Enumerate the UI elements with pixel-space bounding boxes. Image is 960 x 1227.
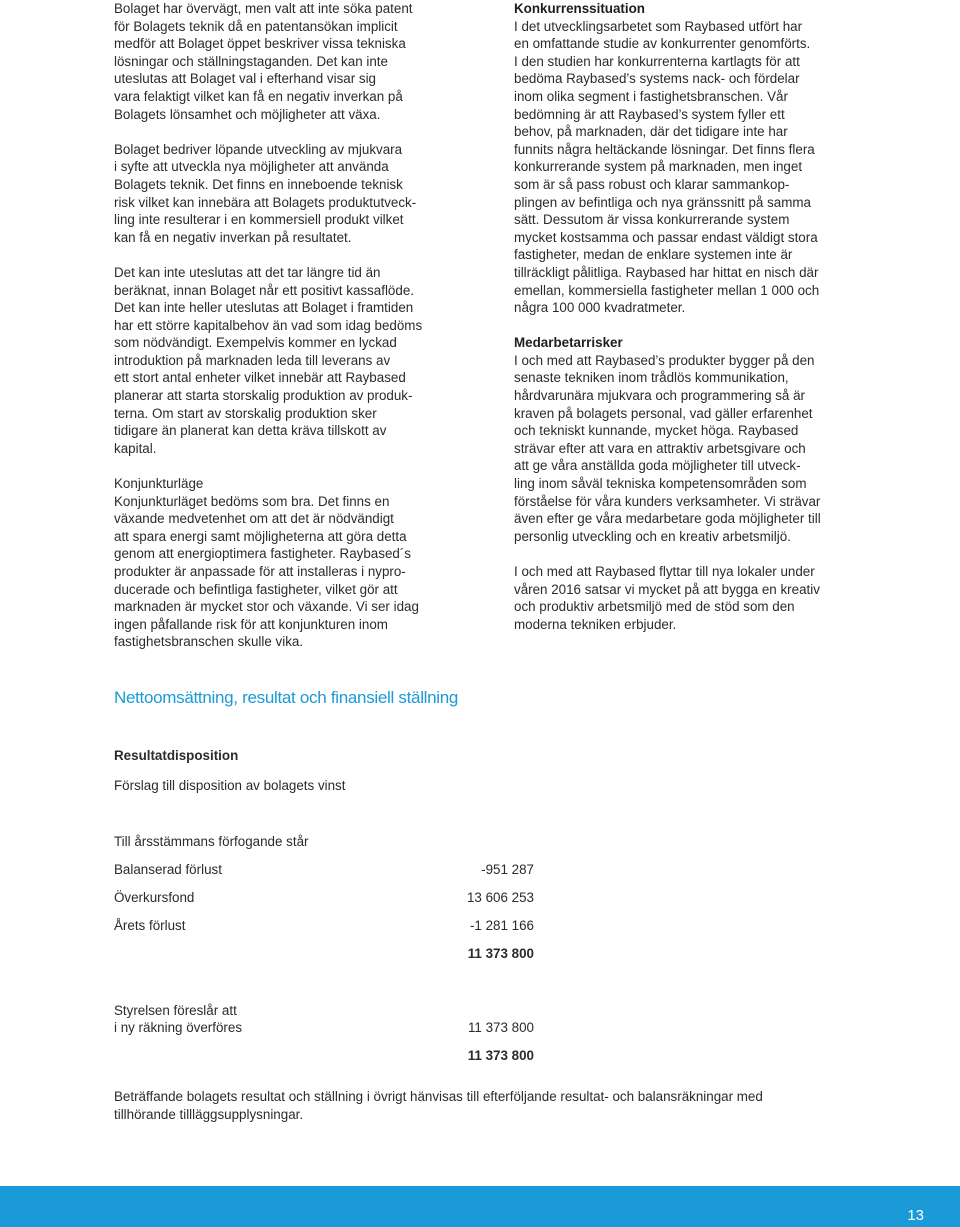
closing-paragraph: Beträffande bolagets resultat och ställning i övrigt hänvisas till efterföljande resultat- och balansräkningar med tillhörande tillläggsupplysningar.: [114, 1089, 763, 1122]
carried-total-row: [114, 1047, 534, 1065]
footer-bar: [0, 1186, 960, 1227]
page-number: 13: [907, 1207, 924, 1224]
konjunktur-heading: Konjunkturläge: [114, 476, 204, 492]
carried-total-value: 11 373 800: [467, 1048, 534, 1063]
row-value: 13 606 253: [466, 890, 534, 905]
proposal-label: Styrelsen föreslår att: [114, 1003, 237, 1018]
software-development-paragraph: Bolaget bedriver löpande utveckling av mjukvara i syfte att utveckla nya möjligheter att använda Bolagets teknik. Det finns en inneboende teknisk risk vilket kan innebära att Bolagets produktutveck- ling inte resulterar i en kommersiell produkt vilket kan få en negativ inverkan på resultatet.: [114, 141, 417, 245]
table-row: [114, 861, 534, 879]
konkurrens-heading: Konkurrenssituation: [514, 1, 645, 16]
lokaler-paragraph: I och med att Raybased flyttar till nya lokaler under våren 2016 satsar vi mycket på att bygga en kreativ och produktiv arbetsmiljö med de stöd som den moderna tekniken erbjuder.: [514, 564, 820, 632]
konkurrens-paragraph: I det utvecklingsarbetet som Raybased utfört har en omfattande studie av konkurrenter genomförts. I den studien har konkurrenterna kartlagts för att bedöma Raybased’s systems nack- och fördelar inom olika segment i fastighetsbranschen. Vår bedömning är att Raybased’s system fyller ett behov, på marknaden, där det tidigare inte har funnits några heltäckande lösningar. Det finns flera konkurrerande system på marknaden, men inget som är så pass robust och klarar sammankop- plingen av befintliga och nya gränssnitt på samma sätt. Dessutom är vissa konkurrerande system mycket kostsamma och passar endast väldigt stora fastigheter, medan de enklare systemen inte är tillräckligt pålitliga. Raybased har hittat en nisch där emellan, kommersiella fastigheter mellan 1 000 och några 100 000 kvadratmeter.: [514, 18, 820, 316]
disposition-subheading: Förslag till disposition av bolagets vinst: [114, 778, 346, 793]
carried-value: 11 373 800: [467, 1020, 534, 1035]
patent-paragraph: Bolaget har övervägt, men valt att inte söka patent för Bolagets teknik då en patentansökan implicit medför att Bolaget öppet beskriver vissa tekniska lösningar och ställningstaganden. Det kan inte uteslutas att Bolaget val i efterhand visar sig vara felaktigt vilket kan få en negativ inverkan på Bolagets lönsamhet och möjligheter att växa.: [114, 1, 413, 122]
row-label: Årets förlust: [114, 918, 186, 933]
left-column: [114, 0, 459, 651]
row-label: Balanserad förlust: [114, 862, 222, 877]
medarbetare-paragraph: I och med att Raybased’s produkter bygger på den senaste tekniken inom trådlös kommunikation, hårdvarunära mjukvara och programmering så är kraven på bolagets personal, vad gäller erfarenhet och tekniskt kunnande, mycket höga. Raybased strävar efter att vara en attraktiv arbetsgivare och att ge våra anställda goda möjligheter till utveck- ling inom såväl tekniska kompetensområden som förståelse för våra kunders verksamheter. Vi strävar även efter ge våra medarbetare goda möjligheter till personlig utveckling och en kreativ arbetsmiljö.: [514, 352, 821, 544]
carried-label: i ny räkning överföres: [114, 1020, 243, 1035]
row-label: Överkursfond: [114, 890, 195, 905]
right-column: [514, 0, 854, 633]
total-value: 11 373 800: [467, 946, 534, 961]
medarbetare-heading: Medarbetarrisker: [514, 335, 623, 351]
row-value: -1 281 166: [469, 918, 534, 933]
row-value: -951 287: [481, 862, 534, 877]
total-row: [114, 945, 534, 963]
available-label: Till årsstämmans förfogande står: [114, 834, 309, 849]
cashflow-paragraph: Det kan inte uteslutas att det tar längre tid än beräknat, innan Bolaget når ett positivt kassaflöde. Det kan inte heller uteslutas att Bolaget i framtiden har ett större kapitalbehov än vad som idag bedöms som nödvändigt. Exempelvis kommer en lyckad introduktion på marknaden leda till leverans av ett stort antal enheter vilket innebär att Raybased planerar att starta storskalig produktion av produk- terna. Om start av storskalig produktion sker tidigare än planerat kan detta kräva tillskott av kapital.: [114, 264, 423, 456]
disposition-heading: Resultatdisposition: [114, 748, 239, 763]
table-row: [114, 889, 534, 907]
table-row: [114, 917, 534, 935]
carried-row: [114, 1019, 534, 1037]
konjunktur-paragraph: Konjunkturläget bedöms som bra. Det finns en växande medvetenhet om att det är nödvändigt att spara energi samt möjligheterna att göra detta genom att energioptimera fastigheter. Raybased´s produkter är anpassade för att installeras i nypro- ducerade och befintliga fastigheter, vilket gör att marknaden är mycket stor och växande. Vi ser idag ingen påfallande risk för att konjunkturen inom fastighetsbranschen skulle vika.: [114, 493, 419, 650]
section-title: Nettoomsättning, resultat och finansiell ställning: [114, 688, 459, 707]
